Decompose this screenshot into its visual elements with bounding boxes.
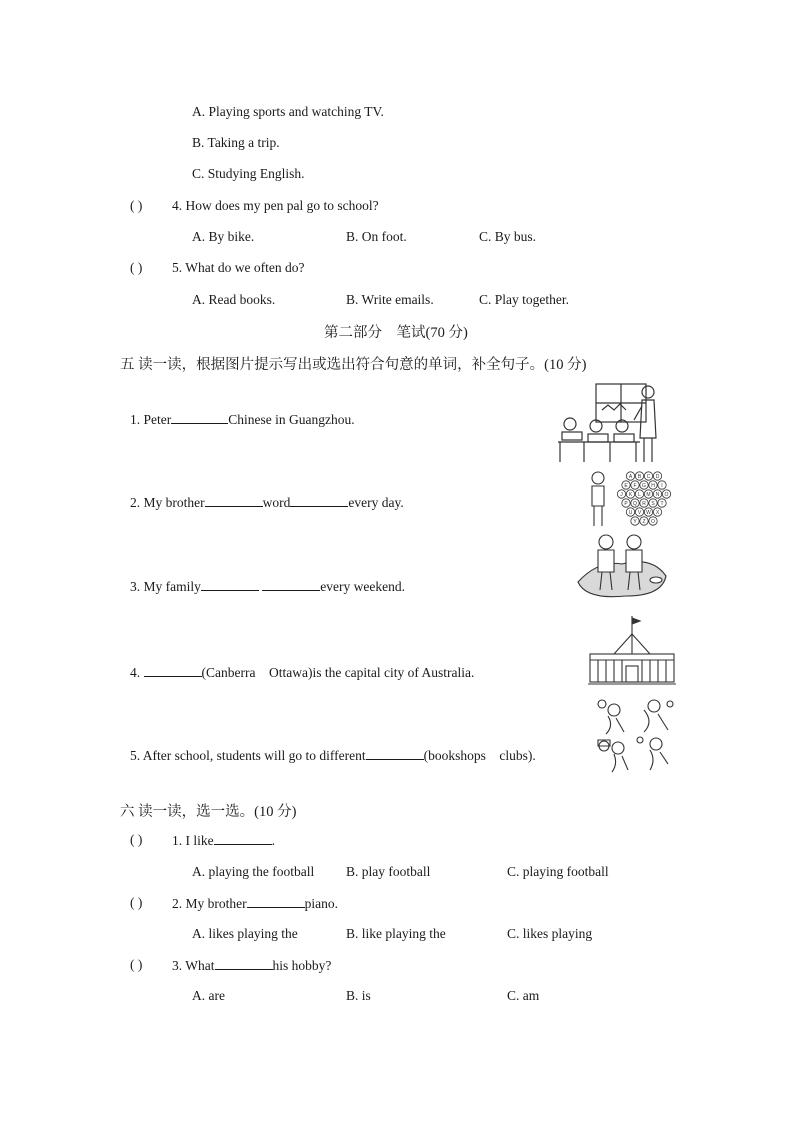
s6-q2-option-c: C. likes playing (507, 926, 593, 941)
puzzle-letter: X (655, 510, 660, 516)
s5-item-3-blank-2[interactable] (262, 578, 320, 591)
q4-answer-paren[interactable]: ( ) (130, 198, 143, 213)
s6-q1-answer-paren[interactable]: ( ) (130, 832, 143, 847)
puzzle-letter: L (638, 492, 641, 498)
s5-item-3-blank-1[interactable] (201, 578, 259, 591)
s6-q1-blank[interactable] (214, 832, 272, 845)
puzzle-letter: F (633, 483, 637, 489)
s6-q3-option-c: C. am (507, 988, 540, 1003)
q4-option-c: C. By bus. (479, 229, 537, 244)
s5-item-4-blank[interactable] (144, 664, 202, 677)
parliament-house-picture (588, 614, 676, 686)
family-outing-picture (574, 532, 670, 600)
puzzle-letter: T (660, 501, 664, 507)
s6-q3-option-a: A. are (192, 988, 225, 1003)
s6-q2-option-b: B. like playing the (346, 926, 446, 941)
s6-q3-pre: 3. What (172, 958, 215, 973)
s6-q2-answer-paren[interactable]: ( ) (130, 895, 143, 910)
s5-item-2-pre: 2. My brother (130, 495, 205, 510)
s5-item-4-post: (Canberra Ottawa)is the capital city of Australia. (201, 665, 475, 680)
puzzle-letter: B (637, 474, 642, 480)
s6-q1-stem (172, 832, 275, 849)
s5-item-2-mid: word (262, 495, 291, 510)
s6-q3-option-b: B. is (346, 988, 371, 1003)
puzzle-letter: D (655, 474, 660, 480)
q3-option-c: C. Studying English. (192, 166, 305, 181)
s6-q1-option-a: A. playing the football (192, 864, 315, 879)
s6-q3-blank[interactable] (215, 957, 273, 970)
s5-item-2-post: every day. (348, 495, 404, 510)
puzzle-letter: A (628, 474, 633, 480)
puzzle-letter: R (642, 501, 646, 507)
puzzle-letter: W (646, 510, 651, 516)
s6-q2-post: piano. (304, 896, 338, 911)
puzzle-letter: E (624, 483, 628, 489)
s5-item-1-pre: 1. Peter (130, 412, 172, 427)
puzzle-letter: U (628, 510, 633, 516)
puzzle-letter: P (624, 501, 628, 507)
puzzle-letter: S (651, 501, 655, 507)
q3-option-b: B. Taking a trip. (192, 135, 280, 150)
puzzle-letter: N (655, 492, 660, 498)
s5-item-3-post: every weekend. (320, 579, 405, 594)
s5-item-2 (130, 494, 404, 511)
s5-item-4 (130, 661, 474, 681)
puzzle-letter: K (628, 492, 633, 498)
s5-item-1-blank[interactable] (171, 411, 228, 424)
s5-item-5-pre: 5. After school, students will go to different (130, 748, 366, 763)
s6-q3-answer-paren[interactable]: ( ) (130, 957, 143, 972)
s5-item-3 (130, 578, 405, 595)
puzzle-letter: H (651, 483, 655, 489)
puzzle-letter: G (642, 483, 646, 489)
q5-option-c: C. Play together. (479, 292, 569, 307)
s5-item-2-blank-2[interactable] (290, 494, 348, 507)
q5-stem: 5. What do we often do? (172, 260, 305, 275)
q5-answer-paren[interactable]: ( ) (130, 260, 143, 275)
s6-q3-stem (172, 957, 331, 974)
school-clubs-picture (594, 696, 676, 776)
puzzle-letter: O (664, 492, 669, 498)
puzzle-letter: M (646, 492, 651, 498)
s6-q3-post: his hobby? (272, 958, 332, 973)
q3-option-a: A. Playing sports and watching TV. (192, 104, 384, 119)
q4-option-b: B. On foot. (346, 229, 407, 244)
s6-q1-option-b: B. play football (346, 864, 431, 879)
s5-item-1-post: Chinese in Guangzhou. (228, 412, 355, 427)
s6-q1-post: . (271, 833, 275, 848)
s5-item-5-blank[interactable] (366, 747, 424, 760)
s6-q2-stem (172, 895, 338, 912)
q4-stem: 4. How does my pen pal go to school? (172, 198, 379, 213)
part2-title: 第二部分 笔试(70 分) (324, 325, 468, 341)
s6-q2-pre: 2. My brother (172, 896, 247, 911)
classroom-picture (556, 380, 674, 464)
q4-option-a: A. By bike. (192, 229, 255, 244)
section5-title: 五 读一读，根据图片提示写出或选出符合句意的单词，补全句子。(10 分) (120, 357, 587, 373)
s6-q2-option-a: A. likes playing the (192, 926, 298, 941)
puzzle-letter: Y (633, 519, 637, 525)
word-puzzle-picture (588, 470, 676, 530)
section6-title: 六 读一读，选一选。(10 分) (120, 804, 297, 820)
s5-item-3-pre: 3. My family (130, 579, 201, 594)
s5-item-4-pre: 4. (130, 665, 144, 680)
puzzle-letter: J (620, 492, 623, 498)
q5-option-a: A. Read books. (192, 292, 276, 307)
s5-item-1 (130, 411, 355, 428)
puzzle-letter: C (646, 474, 651, 480)
s6-q1-pre: 1. I like (172, 833, 214, 848)
s6-q2-blank[interactable] (247, 895, 305, 908)
puzzle-letter: O (651, 519, 655, 525)
puzzle-letter: Z (642, 519, 646, 525)
q5-option-b: B. Write emails. (346, 292, 434, 307)
puzzle-letter: I (661, 483, 663, 489)
puzzle-letter: V (637, 510, 642, 516)
s6-q1-option-c: C. playing football (507, 864, 609, 879)
puzzle-letter: Q (633, 501, 637, 507)
s5-item-5 (130, 744, 536, 764)
s5-item-2-blank-1[interactable] (205, 494, 263, 507)
s5-item-5-post: (bookshops clubs). (423, 748, 536, 763)
